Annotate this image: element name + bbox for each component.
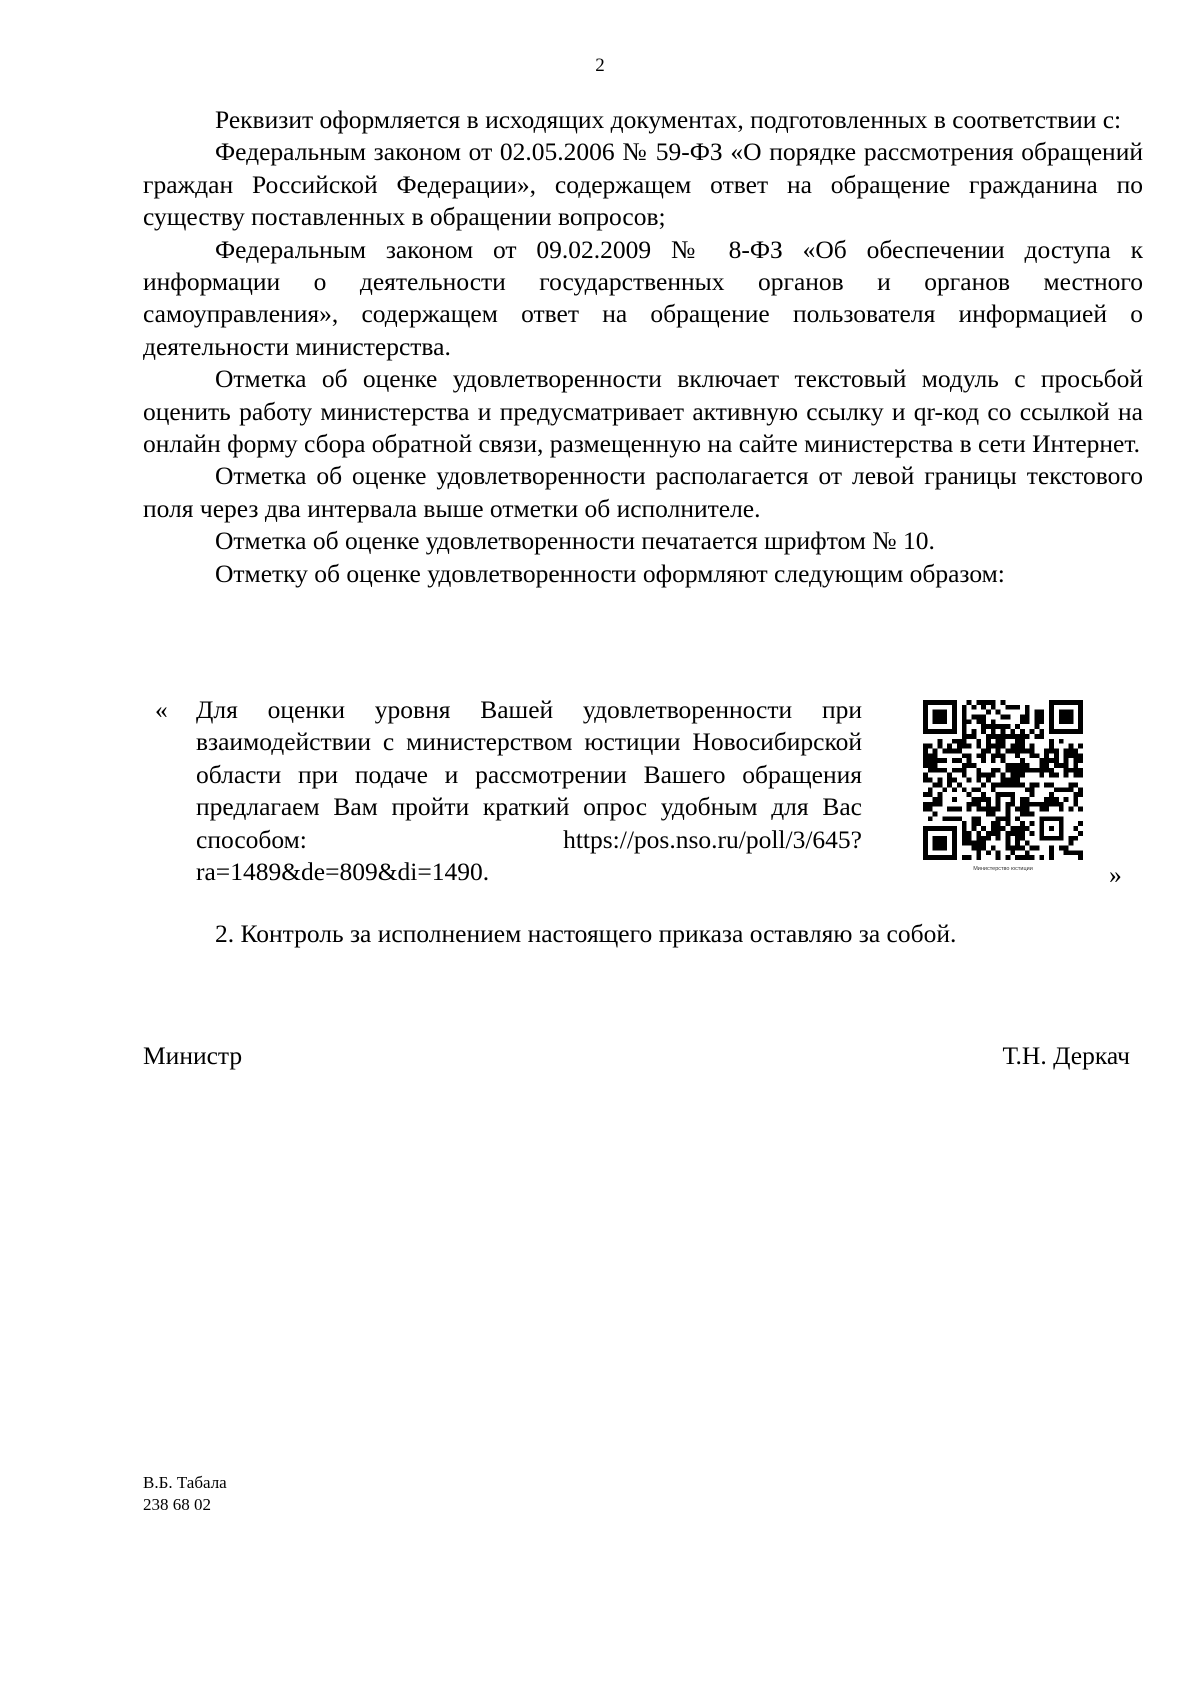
paragraph-law-8: Федеральным законом от 09.02.2009 № 8-ФЗ «Об обеспечении доступа к информации о деятельности государственных органов и органов местного самоуправления», содержащем ответ на обращение пользователя информацией о деятельности министерства. [143, 234, 1143, 361]
paragraph-law-59: Федеральным законом от 02.05.2006 № 59-ФЗ «О порядке рассмотрения обращений граждан Российской Федерации», содержащем ответ на обращение гражданина по существу поставленных в обращении вопросов; [143, 137, 1143, 232]
executor-name: В.Б. Табала [143, 1473, 227, 1492]
satisfaction-mark-sample [143, 694, 1143, 894]
paragraph-requisite-intro: Реквизит оформляется в исходящих документах, подготовленных в соответствии с: [215, 105, 1122, 134]
page-number: 2 [595, 55, 605, 76]
paragraph-mark-font: Отметка об оценке удовлетворенности печатается шрифтом № 10. [215, 526, 935, 556]
close-quote: » [1109, 860, 1122, 889]
paragraph-control: 2. Контроль за исполнением настоящего приказа оставляю за собой. [215, 919, 957, 948]
document-body [143, 104, 1143, 590]
signature-name: Т.Н. Деркач [1002, 1041, 1130, 1070]
open-quote: « [155, 695, 168, 724]
executor-block [143, 1472, 227, 1516]
executor-phone: 238 68 02 [143, 1495, 211, 1514]
signature-title: Министр [143, 1041, 243, 1070]
satisfaction-mark-text: Для оценки уровня Вашей удовлетворенности при взаимодействии с министерством юстиции Новосибирской области при подаче и рассмотрении Вашего обращения предлагаем Вам пройти краткий опрос удобным для Вас способом: https://pos.nso.ru/poll/3/645?ra=1489&de=809&di=1490. [196, 695, 862, 887]
paragraph-mark-position: Отметка об оценке удовлетворенности располагается от левой границы текстового поля через два интервала выше отметки об исполнителе. [143, 461, 1143, 523]
qr-caption: Министерство юстиции [973, 866, 1033, 872]
paragraph-mark-format: Отметку об оценке удовлетворенности оформляют следующим образом: [215, 558, 1005, 588]
qr-code-icon [923, 700, 1083, 860]
paragraph-mark-contents: Отметка об оценке удовлетворенности включает текстовый модуль с просьбой оценить работу министерства и предусматривает активную ссылку и qr-код со ссылкой на онлайн форму сбора обратной связи, размещенную на сайте министерства в сети Интернет. [143, 364, 1143, 459]
